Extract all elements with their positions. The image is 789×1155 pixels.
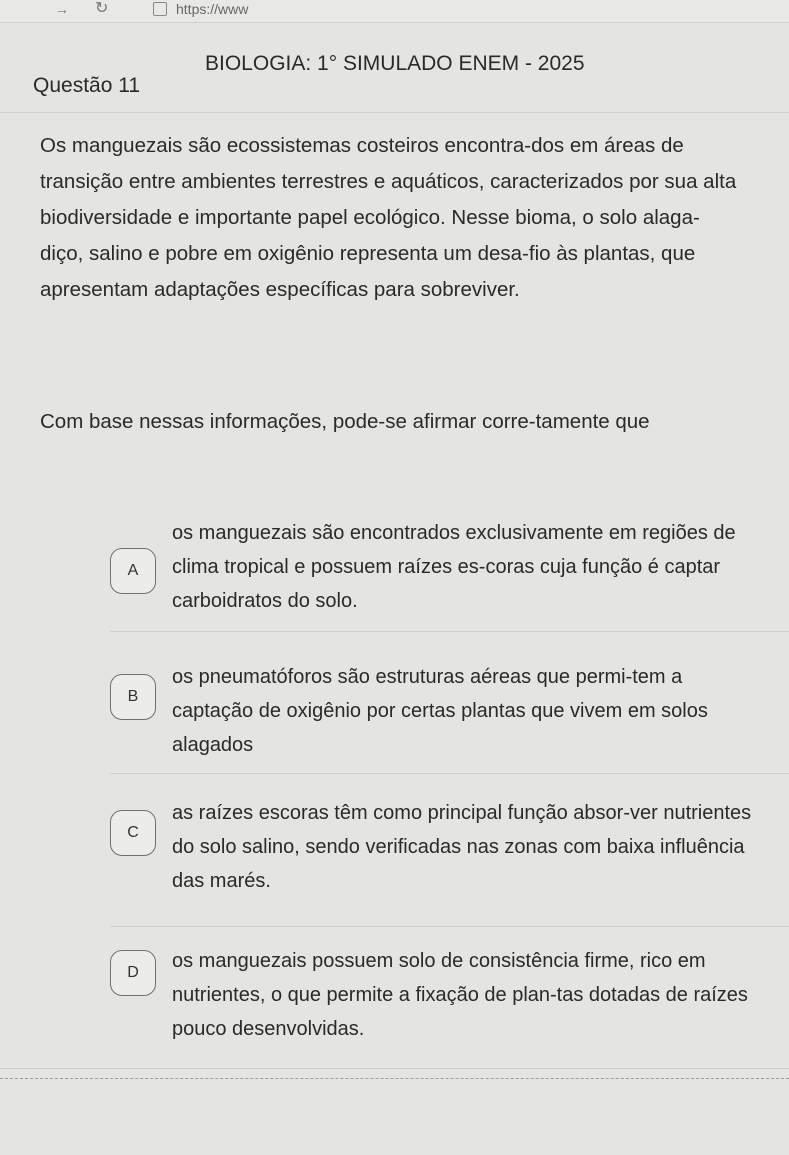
back-arrow-icon[interactable]: → [55,1,69,17]
exam-subject-title: BIOLOGIA: 1° SIMULADO ENEM - 2025 [205,52,585,75]
option-text[interactable]: os manguezais possuem solo de consistência firme, rico em nutrientes, o que permite a fixação de plan-tas dotadas de raízes pouco desenvolvidas. [172,950,748,1040]
option-letter-box[interactable]: B [110,674,156,720]
divider [110,773,789,774]
reload-icon[interactable]: ↻ [95,0,109,17]
question-stem: Os manguezais são ecossistemas costeiros encontra-dos em áreas de transição entre ambientes terrestres e aquáticos, caracterizados por sua alta biodiversidade e importante papel ecológico. Nesse bioma, o solo alaga-diço, salino e pobre em oxigênio representa um desa-fio às plantas, que apresentam adaptações específicas para sobreviver. [40,134,737,301]
address-bar[interactable]: https://www [176,1,249,17]
browser-toolbar [0,0,789,23]
question-header [0,22,789,113]
option-letter-box[interactable]: C [110,810,156,856]
option-text[interactable]: as raízes escoras têm como principal função absor-ver nutrientes do solo salino, sendo verificadas nas zonas com baixa influência das marés. [172,802,752,892]
page-bottom-edge [0,1078,789,1079]
question-number: Questão 11 [33,74,141,97]
option-letter-box[interactable]: A [110,548,156,594]
option-letter-box[interactable]: D [110,950,156,996]
option-text[interactable]: os pneumatóforos são estruturas aéreas que permi-tem a captação de oxigênio por certas plantas que vivem em solos alagados [172,666,708,756]
option-text[interactable]: os manguezais são encontrados exclusivamente em regiões de clima tropical e possuem raízes es-coras cuja função é captar carboidratos do solo. [172,522,736,612]
divider [0,1068,789,1069]
divider [110,631,789,632]
question-command: Com base nessas informações, pode-se afirmar corre-tamente que [40,410,650,433]
divider [110,926,789,927]
site-info-icon[interactable] [153,2,167,16]
